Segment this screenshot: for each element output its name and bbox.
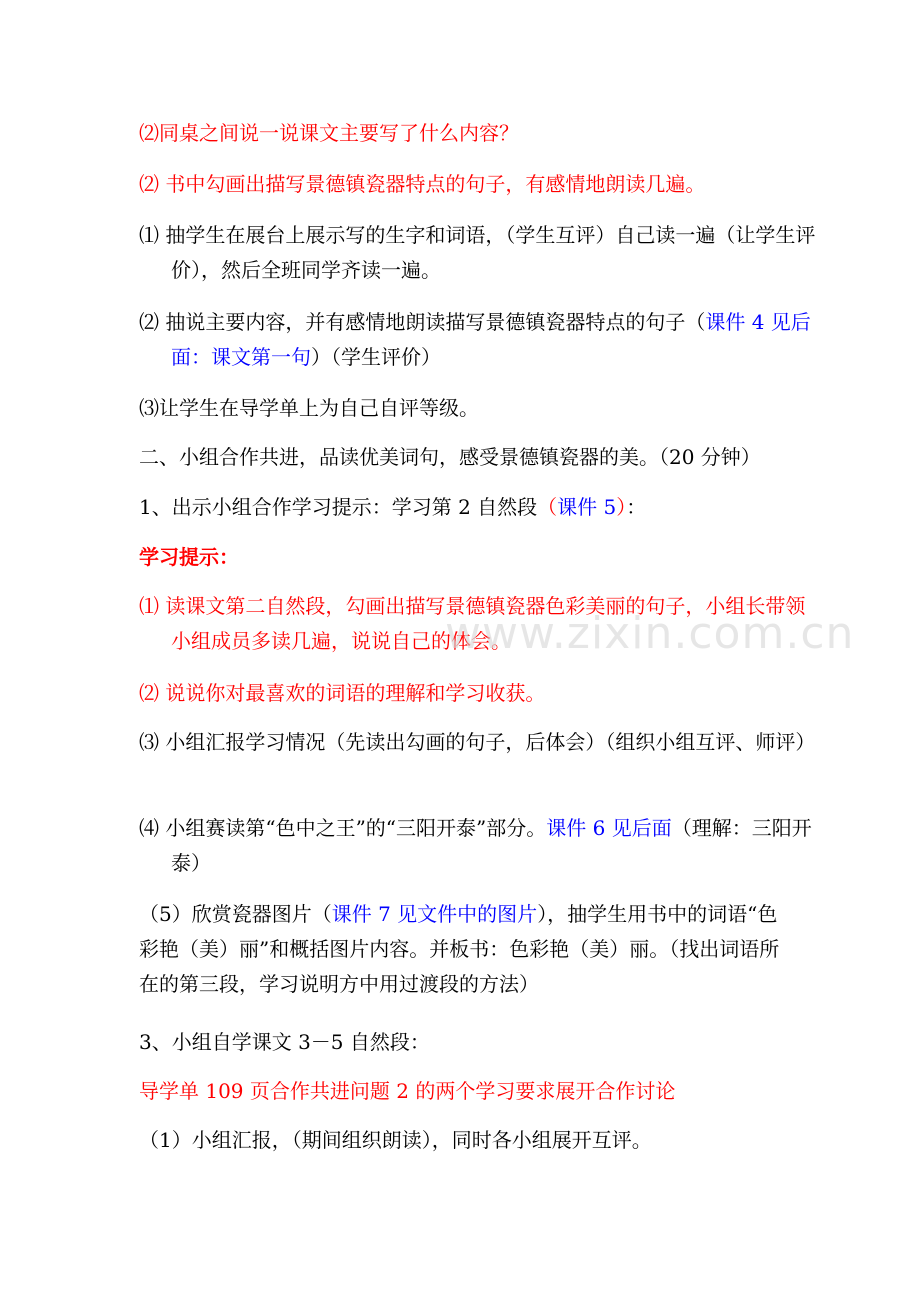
step-main-content-text: ⑵ 抽说主要内容，并有感情地朗读描写景德镇瓷器特点的句子（ — [139, 310, 706, 334]
learning-tips-heading: 学习提示： — [139, 545, 239, 569]
step-main-content-tail: ）（学生评价） — [311, 345, 441, 369]
step-main-content — [139, 305, 821, 375]
study-sheet-task: 导学单 109 页合作共进问题 2 的两个学习要求展开合作讨论 — [139, 1079, 676, 1103]
courseware-7-ref: 课件 7 见文件中的图片 — [331, 902, 538, 926]
tip-favorite-words: ⑵ 说说你对最喜欢的词语的理解和学习收获。 — [139, 681, 546, 705]
colon: ： — [626, 495, 647, 519]
step-appreciate-text: （5）欣赏瓷器图片（ — [139, 902, 332, 926]
task-mark-sentences: ⑵ 书中勾画出描写景德镇瓷器特点的句子，有感情地朗读几遍。 — [139, 172, 706, 196]
paren-close: ） — [616, 495, 627, 519]
step-reading-contest-text: ⑷ 小组赛读第“色中之王”的“三阳开泰”部分。 — [139, 816, 547, 840]
step-group-report-mutual: （1）小组汇报，（期间组织朗读），同时各小组展开互评。 — [139, 1128, 652, 1152]
step-group-report: ⑶ 小组汇报学习情况（先读出勾画的句子，后体会）（组织小组互评、师评） — [139, 730, 816, 754]
step-self-evaluate: ⑶让学生在导学单上为自己自评等级。 — [139, 396, 479, 420]
tip-read-paragraph-two: ⑴ 读课文第二自然段，勾画出描写景德镇瓷器色彩美丽的句子，小组长带领小组成员多读几遍，说说自己的体会。 — [139, 594, 806, 653]
step-show-characters: ⑴ 抽学生在展台上展示写的生字和词语，（学生互评）自己读一遍（让学生评价），然后全班同学齐读一遍。 — [139, 223, 816, 282]
paren-open: （ — [537, 495, 558, 519]
step-show-tips — [139, 490, 789, 525]
step-group-reading-contest — [139, 811, 821, 881]
question-discuss-content: ⑵同桌之间说一说课文主要写了什么内容？ — [139, 121, 519, 145]
step-appreciate-pictures — [139, 897, 789, 1002]
watermark: www.zixin.com.cn — [445, 608, 855, 659]
step-reading-contest-tail: （理解：三阳开泰） — [171, 816, 812, 875]
courseware-6-ref: 课件 6 见后面 — [546, 816, 672, 840]
section-two-heading: 二、小组合作共进，品读优美词句，感受景德镇瓷器的美。（20 分钟） — [139, 445, 761, 469]
step-appreciate-tail: ），抽学生用书中的词语“色彩艳（美）丽”和概括图片内容。并板书：色彩艳（美）丽。（找出词语所在的第三段，学习说明方中用过渡段的方法） — [139, 902, 780, 996]
step-show-tips-text: 1、出示小组合作学习提示：学习第 2 自然段 — [139, 495, 538, 519]
courseware-4-ref: 课件 4 见后面：课文第一句 — [171, 310, 811, 369]
step-self-study: 3、小组自学课文 3－5 自然段： — [139, 1030, 430, 1054]
courseware-5-ref: 课件 5 — [557, 495, 617, 519]
